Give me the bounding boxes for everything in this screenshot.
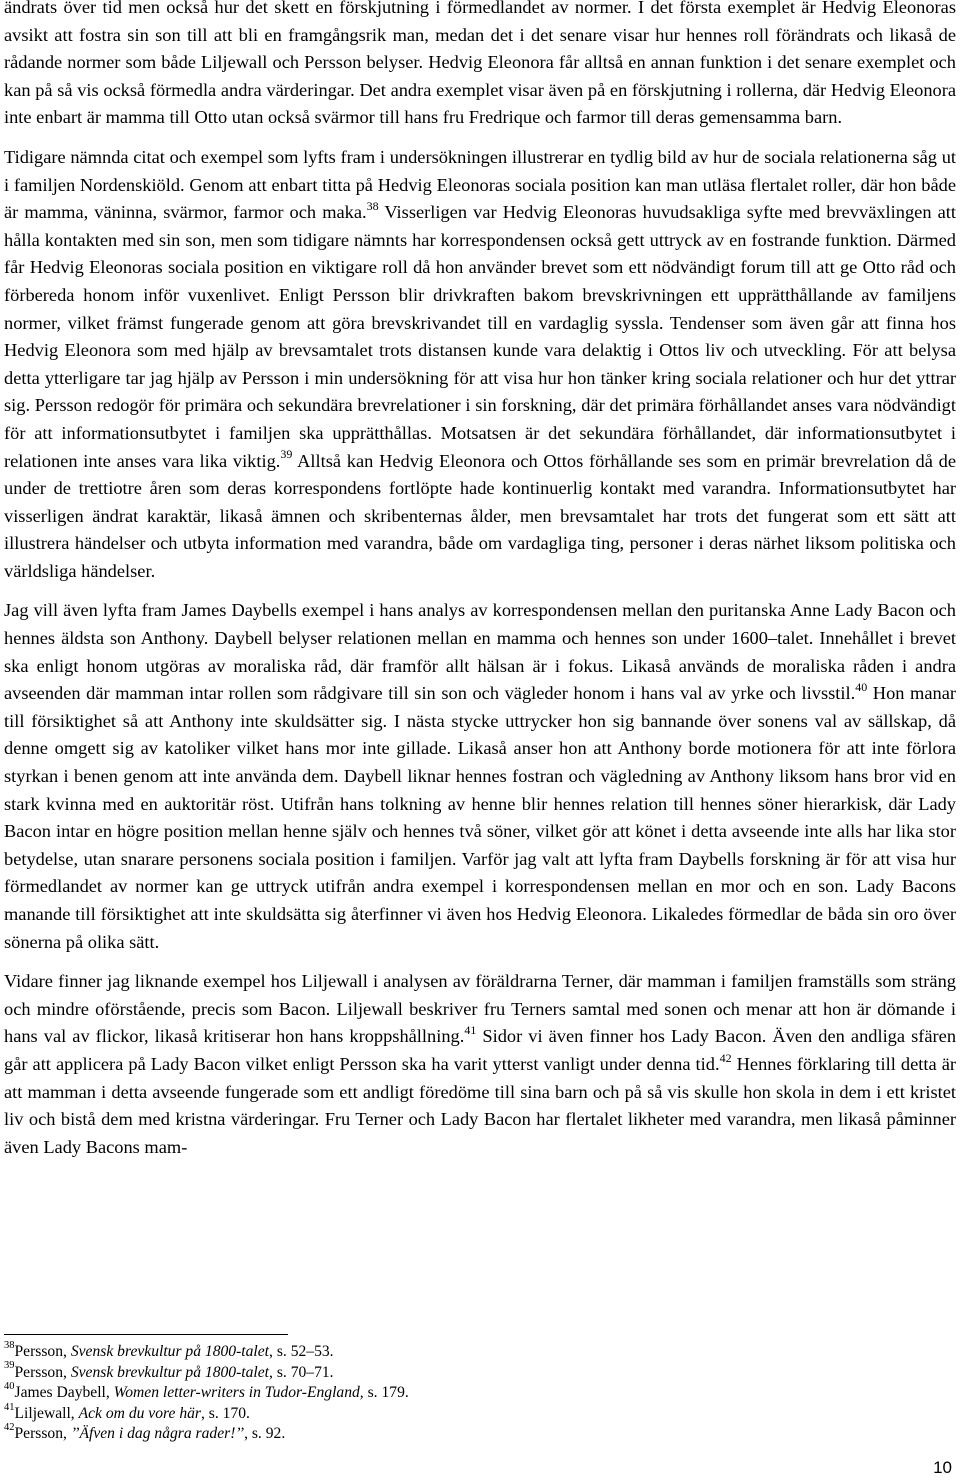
paragraph-text: Alltså kan Hedvig Eleonora och Ottos förhållande ses som en primär brevrelation då de under de trettiotre åren som deras korrespondens fortlöpte hade kontinuerlig kontakt med varandra. Informationsutbytet har visserligen ändrat karaktär, likaså ämnen och skribenternas ålder, men brevsamtalet har trots det fungerat som ett sätt att illustrera händelser och utbyta information med varandra, både om vardagliga ting, personer i deras närhet liksom politiska och världsliga händelser. bbox=[4, 450, 956, 581]
footnote-title: Women letter-writers in Tudor-England, bbox=[113, 1384, 364, 1402]
footnote-reference: 39 bbox=[280, 447, 293, 462]
footnote bbox=[4, 1383, 904, 1404]
footnote-author: Liljewall, bbox=[14, 1404, 79, 1422]
page-number: 10 bbox=[933, 1458, 952, 1477]
paragraph-text: Jag vill även lyfta fram James Daybells exempel i hans analys av korrespondensen mellan den puritanska Anne Lady Bacon och hennes äldsta son Anthony. Daybell belyser relationen mellan en mamma och hennes son under 1600–talet. Innehållet i brevet ska enligt honom utgöras av moraliska råd, där framför allt hälsan är i fokus. Likaså används de moraliska råden i andra avseenden där mamman intar rollen som rådgivare till sin son och vägleder honom i hans val av yrke och livsstil. bbox=[4, 600, 956, 704]
paragraph bbox=[4, 597, 956, 956]
footnote-title: Svensk brevkultur på 1800-talet bbox=[70, 1363, 270, 1381]
body-text bbox=[4, 0, 956, 1173]
footnote-separator bbox=[4, 1334, 288, 1335]
paragraph bbox=[4, 968, 956, 1161]
footnote-number: 42 bbox=[4, 1422, 15, 1434]
footnote-number: 40 bbox=[4, 1381, 15, 1392]
footnote-number: 41 bbox=[4, 1401, 15, 1413]
footnote-reference: 42 bbox=[719, 1050, 732, 1065]
paragraph-text: Tidigare nämnda citat och exempel som lyfts fram i undersökningen illustrerar en tydlig bild av hur de sociala relationerna såg ut i familjen Nordenskiöld. Genom att enbart titta på Hedvig Eleonoras sociala position kan man utläsa flertalet roller, där hon både är mamma, väninna, svärmor, farmor och maka. bbox=[4, 146, 956, 223]
paragraph-text: Hennes förklaring till detta är att mamman i detta avseende fungerade som ett andligt föredöme till sina barn och på så vis skulle hon skola in dem i ett kristet liv och bistå dem med kristna värderingar. Fru Terner och Lady Bacon har flertalet likheter med varandra, men likaså påminner även Lady Bacons mam- bbox=[4, 1053, 956, 1157]
footnote-pages: , s. 70–71. bbox=[269, 1363, 334, 1381]
footnote-number: 38 bbox=[4, 1339, 15, 1351]
paragraph-text: Sidor vi även finner hos Lady Bacon. Även den andliga sfären går att applicera på Lady Bacon vilket enligt Persson ska ha varit ytterst vanligt under denna tid. bbox=[4, 1026, 957, 1074]
footnote-pages: s. 179. bbox=[363, 1384, 409, 1402]
footnotes bbox=[4, 1339, 904, 1445]
paragraph-text: Hon manar till försiktighet så att Anthony inte skuldsätter sig. I nästa stycke uttrycker hon sig bannande över sonens val av sällskap, då denne omgett sig av katoliker vilket hans mor inte gillade. Likaså anser hon att Anthony borde motionera för att inte förlora styrkan i benen genom att inte använda dem. Daybell liknar hennes fostran och vägledning av Anthony liksom hans bror vid en stark kvinna med en auktoritär röst. Utifrån hans tolkning av henne blir hennes relation till hennes söner hierarkisk, där Lady Bacon intar en högre position mellan henne själv och hennes två söner, vilket gör att könet i detta avseende inte alls har lika stor betydelse, utan snarare personens sociala position i familjen. Varför jag valt att lyfta fram Daybells forskning är för att visa hur förmedlandet av normer kan ge uttryck utifrån andra exempel i korrespondensen mellan en mor och en son. Lady Bacons manande till försiktighet att inte skuldsätta sig återfinner vi även hos Hedvig Eleonora. Likaledes förmedlar de båda sin oro över sönerna på olika sätt. bbox=[4, 683, 956, 952]
paragraph bbox=[4, 144, 956, 586]
footnote-author: James Daybell, bbox=[14, 1384, 114, 1402]
footnote bbox=[4, 1424, 904, 1445]
footnote-author: Persson, bbox=[14, 1425, 71, 1443]
footnote-reference: 41 bbox=[464, 1023, 477, 1038]
footnote bbox=[4, 1360, 904, 1384]
footnote-author: Persson, bbox=[14, 1343, 71, 1360]
footnote-title: Svensk brevkultur på 1800-talet bbox=[70, 1343, 270, 1360]
footnote-number: 39 bbox=[4, 1360, 15, 1372]
footnote-pages: , s. 52–53. bbox=[269, 1343, 334, 1360]
footnote bbox=[4, 1401, 904, 1425]
footnote-pages: , s. 170. bbox=[201, 1404, 250, 1422]
paragraph bbox=[4, 0, 956, 132]
footnote bbox=[4, 1339, 904, 1363]
footnote-reference: 38 bbox=[366, 199, 379, 214]
footnote-author: Persson, bbox=[14, 1363, 71, 1381]
footnote-pages: , s. 92. bbox=[244, 1425, 286, 1443]
paragraph-text: Vidare finner jag liknande exempel hos Liljewall i analysen av föräldrarna Terner, där mamman i familjen framställs som sträng och mindre oförstående, precis som Bacon. Liljewall beskriver fru Terners samtal med sonen och menar att hon är dömande i hans val av flickor, likaså kritiserar hon hans kroppshållning. bbox=[4, 971, 956, 1047]
paragraph-text: Visserligen var Hedvig Eleonoras huvudsakliga syfte med brevväxlingen att hålla kontakten med sin son, men som tidigare nämnts har korrespondensen också gett uttryck av en fostrande funktion. Därmed får Hedvig Eleonoras sociala position en viktigare roll då hon använder brevet som ett nödvändigt forum till att ge Otto råd och förbereda honom inför vuxenlivet. Enligt Persson blir drivkraften bakom brevskrivningen ett upprätthållande av familjens normer, vilket främst fungerade genom att göra brevskrivandet till en vardaglig syssla. Tendenser som även går att finna hos Hedvig Eleonora som med hjälp av brevsamtalet trots distansen kunde vara delaktig i Ottos liv och utveckling. För att belysa detta ytterligare tar jag hjälp av Persson i min undersökning för att visa hur hon tänker kring sociala relationer och hur det yttrar sig. Persson redogör för primära och sekundära brevrelationer i sin forskning, där det primära förhållandet anses vara nödvändigt för att informationsutbytet i familjen ska upprätthållas. Motsatsen är det sekundära förhållandet, där informationsutbytet i relationen inte anses vara lika viktig. bbox=[4, 202, 956, 471]
footnote-title: Ack om du vore här bbox=[78, 1404, 201, 1422]
paragraph-text: ändrats över tid men också hur det skett en förskjutning i förmedlandet av normer. I det första exemplet är Hedvig Eleonoras avsikt att fostra sin son till att bli en framgångsrik man, medan det i det senare visar hur hennes roll förändrats och likaså de rådande normer som både Liljewall och Persson belyser. Hedvig Eleonora får alltså en annan funktion i det senare exemplet och kan på så vis också förmedla andra värderingar. Det andra exemplet visar även på en förskjutning i rollerna, där Hedvig Eleonora inte enbart är mamma till Otto utan också svärmor till hans fru Fredrique och farmor till deras gemensamma barn. bbox=[4, 0, 956, 128]
footnote-title: ’’Äfven i dag några rader!’’ bbox=[70, 1425, 245, 1443]
footnote-reference: 40 bbox=[855, 680, 868, 695]
